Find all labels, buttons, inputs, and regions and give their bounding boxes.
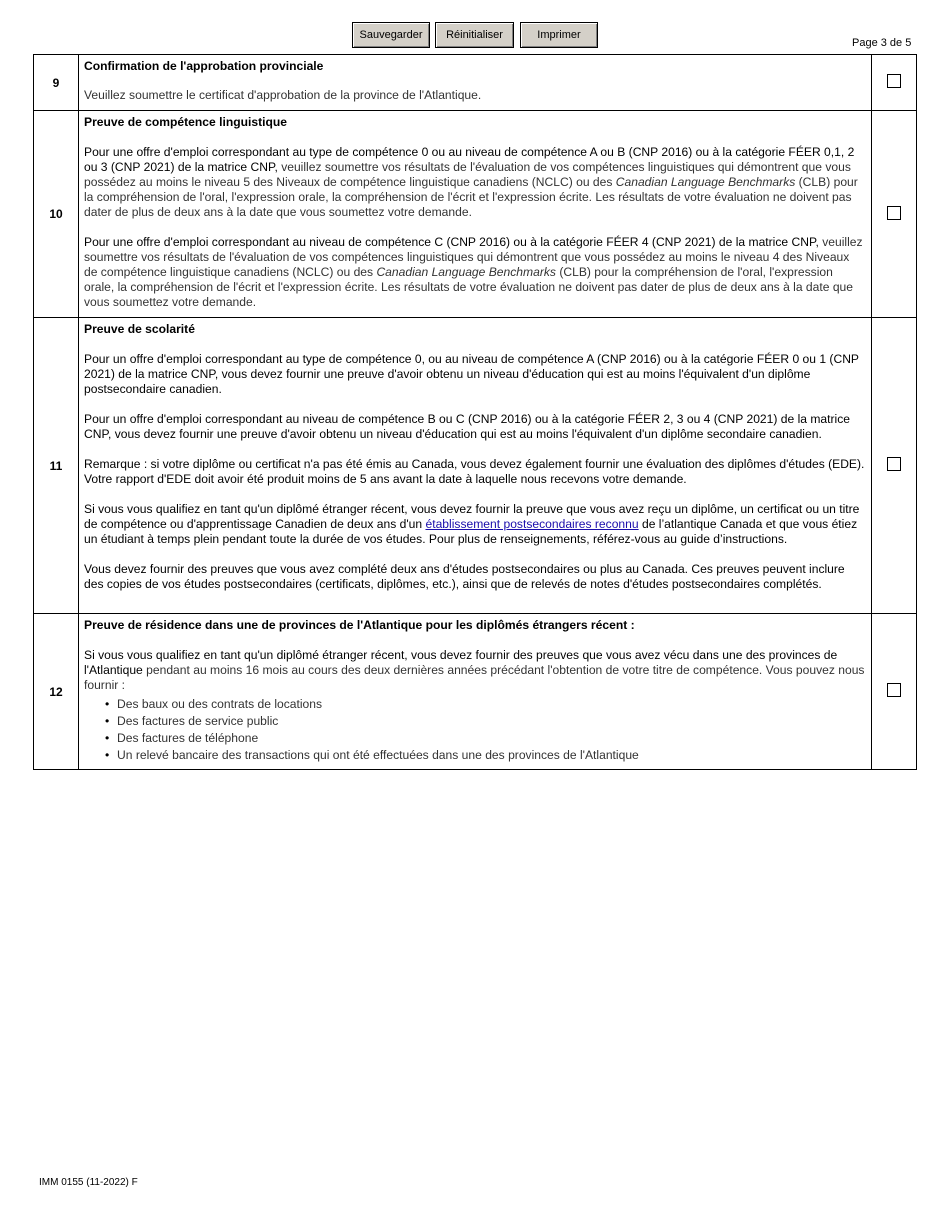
text-segment: veuillez soumettre vos résultats de l'évaluation de vos compétences linguistiques qui démontrent que vous possédez au moins le niveau 5 des Niveaux de compétence linguistique canadiens (NCLC) ou des — [84, 160, 851, 189]
text-segment: veuillez soumettre vos résultats de l'évaluation de vos compétences linguistiques qui démontrent que vous possédez au moins le niveau 4 des Niveaux de compétence linguistique canadiens (NCLC) ou des — [84, 235, 863, 279]
row-content — [79, 55, 872, 111]
text-segment: Canadian Language Benchmarks — [376, 265, 556, 279]
row-number: 12 — [34, 614, 79, 770]
list-item-text: Un relevé bancaire des transactions qui ont été effectuées dans une des provinces de l'Atlantique — [117, 748, 639, 762]
text-segment: pendant au moins 16 mois au cours des deux dernières années précédant l'obtention de votre titre de compétence. Vous pouvez nous fournir : — [84, 663, 865, 692]
form-code: IMM 0155 (11-2022) F — [39, 1177, 138, 1188]
text-segment: (CLB) pour la compréhension de l'oral, l'expression orale, la compréhension de l'écrit et l'expression écrite. Les résultats de votre évaluation ne doivent pas dater de plus de deux ans à la date que vous soumettez votre demande. — [84, 175, 858, 219]
checkbox[interactable] — [887, 74, 901, 88]
row-content — [79, 318, 872, 614]
bullet-icon: • — [105, 731, 110, 745]
row-title: Preuve de compétence linguistique — [84, 115, 287, 129]
reset-button[interactable]: Réinitialiser — [435, 22, 514, 48]
text-segment: Si vous vous qualifiez en tant qu'un diplômé étranger récent, vous devez fournir des preuves que vous avez vécu dans une des provinces de l'Atlantique — [84, 648, 838, 677]
proof-list — [84, 696, 865, 764]
list-item — [84, 713, 865, 730]
row-text — [84, 502, 865, 547]
row-number: 11 — [34, 318, 79, 614]
checkbox[interactable] — [887, 206, 901, 220]
table-row — [34, 614, 917, 770]
row-checkbox-cell — [872, 111, 917, 318]
checkbox[interactable] — [887, 683, 901, 697]
row-content — [79, 614, 872, 770]
row-text — [84, 648, 865, 693]
row-checkbox-cell — [872, 55, 917, 111]
row-title: Preuve de résidence dans une de provinces de l'Atlantique pour les diplômés étrangers récent : — [84, 618, 635, 632]
text-segment: Pour une offre d'emploi correspondant au type de compétence 0 ou au niveau de compétence A ou B (CNP 2016) ou à la catégorie FÉER 0,1, 2 ou 3 (CNP 2021) de la matrice CNP, — [84, 145, 855, 174]
row-text: Pour un offre d'emploi correspondant au type de compétence 0, ou au niveau de compétence A (CNP 2016) ou à la catégorie FÉER 0 ou 1 (CNP 2021) de la matrice CNP, vous devez fournir une preuve d'avoir obtenu un niveau d'éducation qui est au moins l'équivalent d'un diplôme postsecondaire canadien. — [84, 352, 859, 396]
row-text — [84, 235, 865, 310]
text-segment: de l’atlantique Canada et que vous étiez un étudiant à temps plein pendant toute la durée de vos études. Pour plus de renseignements, référez-vous au guide d’instructions. — [84, 517, 858, 546]
row-checkbox-cell — [872, 614, 917, 770]
row-checkbox-cell — [872, 318, 917, 614]
row-number: 10 — [34, 111, 79, 318]
text-segment: Canadian Language Benchmarks — [615, 175, 796, 189]
print-button[interactable]: Imprimer — [520, 22, 598, 48]
list-item-text: Des baux ou des contrats de locations — [117, 697, 323, 711]
table-row — [34, 318, 917, 614]
checklist-table — [33, 54, 917, 770]
row-text: Pour un offre d'emploi correspondant au niveau de compétence B ou C (CNP 2016) ou à la catégorie FÉER 2, 3 ou 4 (CNP 2021) de la matrice CNP, vous devez fournir une preuve d'avoir obtenu un niveau d'éducation qui est au moins l'équivalent d'un diplôme secondaire canadien. — [84, 412, 850, 441]
list-item-text: Des factures de téléphone — [117, 731, 259, 745]
list-item-text: Des factures de service public — [117, 714, 279, 728]
text-segment: Pour une offre d'emploi correspondant au niveau de compétence C (CNP 2016) ou à la catégorie FÉER 4 (CNP 2021) de la matrice CNP, — [84, 235, 819, 249]
text-segment: (CLB) pour la compréhension de l'oral, l'expression orale, la compréhension de l'écrit et l'expression écrite. Les résultats de votre évaluation ne doivent pas dater de plus de deux ans à la date que vous soumettez votre demande. — [84, 265, 854, 309]
table-row — [34, 55, 917, 111]
row-text: Remarque : si votre diplôme ou certificat n'a pas été émis au Canada, vous devez également fournir une évaluation des diplômes d'études (EDE). Votre rapport d'EDE doit avoir été produit moins de 5 ans avant la date à laquelle nous recevons votre demande. — [84, 457, 865, 486]
row-content — [79, 111, 872, 318]
bullet-icon: • — [105, 714, 110, 728]
row-text: Vous devez fournir des preuves que vous avez complété deux ans d'études postsecondaires ou plus au Canada. Ces preuves peuvent inclure des copies de vos études postsecondaires (certificats, diplômes, etc.), ainsi que de relevés de notes d'études postsecondaires complétés. — [84, 562, 845, 591]
list-item — [84, 747, 865, 764]
page-number: Page 3 de 5 — [852, 37, 912, 49]
list-item — [84, 696, 865, 713]
institution-link[interactable]: établissement postsecondaires reconnu — [425, 517, 639, 531]
save-button[interactable]: Sauvegarder — [352, 22, 430, 48]
row-title: Confirmation de l'approbation provinciale — [84, 59, 324, 73]
bullet-icon: • — [105, 697, 110, 711]
row-number: 9 — [34, 55, 79, 111]
checkbox[interactable] — [887, 457, 901, 471]
table-row — [34, 111, 917, 318]
row-title: Preuve de scolarité — [84, 322, 195, 336]
text-segment: Si vous vous qualifiez en tant qu'un diplômé étranger récent, vous devez fournir la preuve que vous avez reçu un diplôme, un certificat ou un titre de compétence ou d'apprentissage Canadien de deux ans d'un — [84, 502, 860, 531]
row-text: Veuillez soumettre le certificat d'approbation de la province de l'Atlantique. — [84, 88, 482, 102]
bullet-icon: • — [105, 748, 110, 762]
list-item — [84, 730, 865, 747]
row-text — [84, 145, 865, 220]
